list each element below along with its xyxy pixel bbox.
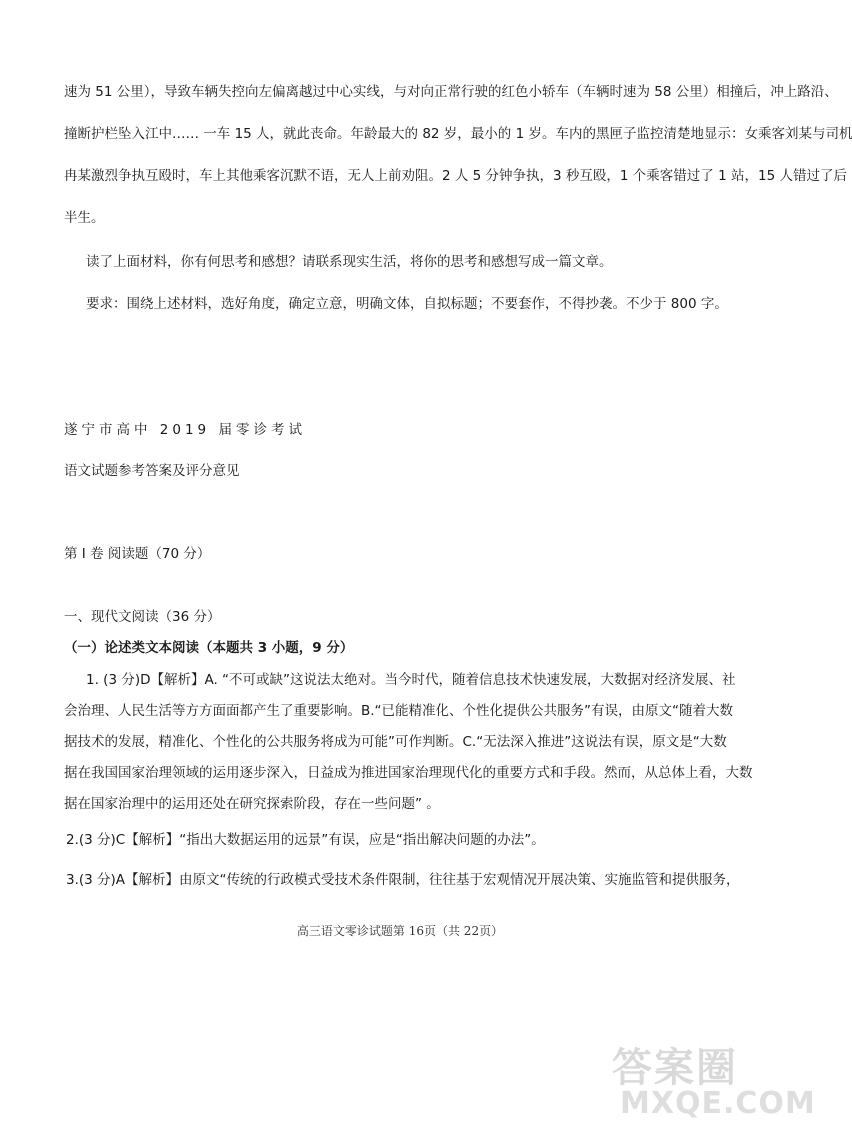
answer-q3-line-1: 3.(3 分)A【解析】由原文“传统的行政模式受技术条件限制，往往基于宏观情况开展决策、实施监管和提供服务， xyxy=(66,872,740,888)
exam-title: 遂宁市高中 2019 届零诊考试 xyxy=(64,422,306,438)
answer-key-subtitle: 语文试题参考答案及评分意见 xyxy=(64,463,240,479)
answer-q1-line-4: 据在我国国家治理领域的运用逐步深入，日益成为推进国家治理现代化的重要方式和手段。然而，从总体上看，大数 xyxy=(64,765,753,781)
answer-q1-line-2: 会治理、人民生活等方方面面都产生了重要影响。B.“已能精准化、个性化提供公共服务”有误，由原文“随着大数 xyxy=(64,703,734,719)
site-watermark xyxy=(612,1036,816,1126)
section-heading: 一、现代文阅读（36 分） xyxy=(64,609,221,625)
answer-q2: 2.(3 分)C【解析】“指出大数据运用的远景”有误，应是“指出解决问题的办法”。 xyxy=(66,832,545,848)
watermark-logo-text: 答案圈 xyxy=(612,1045,738,1091)
answer-q1-line-1: 1. (3 分)D【解析】A. “不可或缺”这说法太绝对。当今时代，随着信息技术快速发展，大数据对经济发展、社 xyxy=(86,672,736,688)
answer-q1-line-5: 据在国家治理中的运用还处在研究探索阶段，存在一些问题” 。 xyxy=(64,796,440,812)
page-footer: 高三语文零诊试题第 16页（共 22页） xyxy=(296,924,504,938)
essay-requirement: 要求：围绕上述材料，选好角度，确定立意，明确文体，自拟标题；不要套作，不得抄袭。不少于 800 字。 xyxy=(86,296,728,312)
material-line-3: 冉某激烈争执互殴时，车上其他乘客沉默不语，无人上前劝阻。2 人 5 分钟争执，3 秒互殴，1 个乘客错过了 1 站，15 人错过了后 xyxy=(64,168,847,184)
watermark-domain-text: MXQE.COM xyxy=(620,1086,816,1121)
answer-q1-line-3: 据技术的发展，精准化、个性化的公共服务将成为可能”可作判断。C.“无法深入推进”这说法有误，原文是“大数 xyxy=(64,734,727,750)
essay-prompt: 读了上面材料，你有何思考和感想？请联系现实生活，将你的思考和感想写成一篇文章。 xyxy=(86,254,613,270)
subsection-heading: （一）论述类文本阅读（本题共 3 小题，9 分） xyxy=(64,640,354,656)
material-line-4: 半生。 xyxy=(64,210,105,226)
material-line-1: 速为 51 公里），导致车辆失控向左偏离越过中心实线，与对向正常行驶的红色小轿车（车辆时速为 58 公里）相撞后，冲上路沿、 xyxy=(64,84,838,100)
part-heading: 第 I 卷 阅读题（70 分） xyxy=(64,546,211,562)
material-line-2: 撞断护栏坠入江中…… 一车 15 人，就此丧命。年龄最大的 82 岁，最小的 1 岁。车内的黑匣子监控清楚地显示：女乘客刘某与司机 xyxy=(64,126,852,142)
